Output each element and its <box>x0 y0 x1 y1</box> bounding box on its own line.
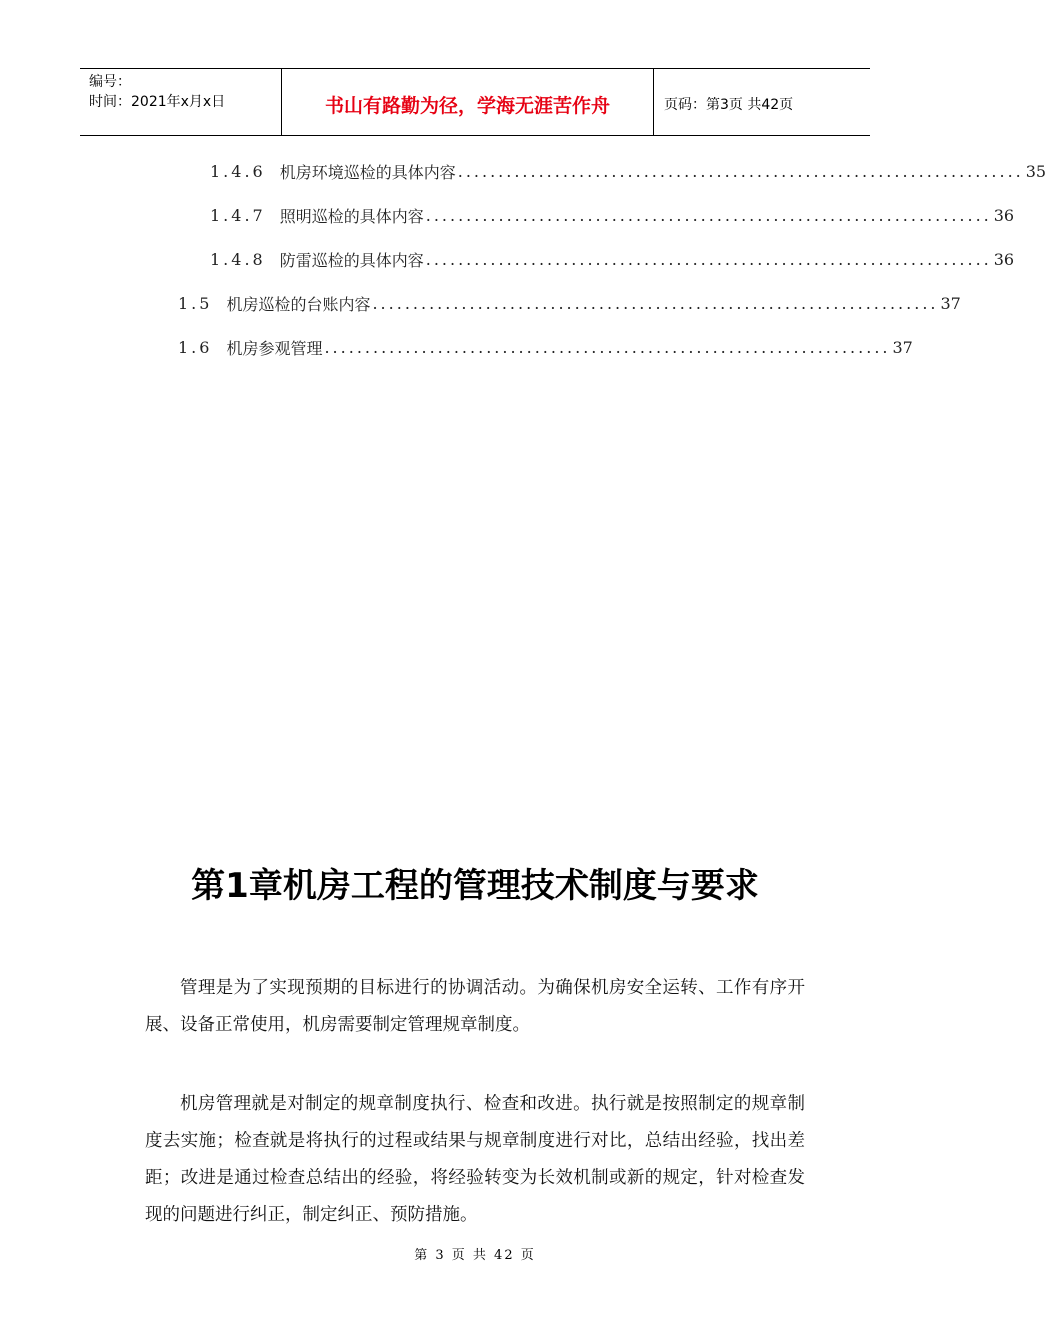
toc-entry[interactable] <box>178 332 913 362</box>
toc-number: 1.6 <box>178 337 213 357</box>
number-label: 编号： <box>89 74 131 90</box>
toc-page: 37 <box>940 293 961 313</box>
toc-title: 机房参观管理 <box>226 338 323 358</box>
page-header <box>80 68 870 136</box>
toc-leader: ...................................................................... <box>425 249 992 269</box>
header-motto: 书山有路勤为径，学海无涯苦作舟 <box>282 69 654 135</box>
toc-title: 机房巡检的台账内容 <box>226 294 371 314</box>
toc-page: 35 <box>1025 161 1046 181</box>
toc-leader: ...................................................................... <box>457 161 1024 181</box>
toc-page: 36 <box>993 205 1015 225</box>
toc-page: 36 <box>993 249 1015 269</box>
toc-number: 1.4.8 <box>210 249 266 269</box>
toc-entry[interactable] <box>178 288 961 318</box>
toc-leader: ...................................................................... <box>372 293 939 313</box>
toc-number: 1.5 <box>178 293 213 313</box>
header-meta <box>80 69 282 135</box>
toc-title: 照明巡检的具体内容 <box>279 206 424 226</box>
time-label: 时间：2021年x月x日 <box>89 94 226 110</box>
toc-leader: ...................................................................... <box>425 205 992 225</box>
toc-entry[interactable] <box>210 156 1046 186</box>
toc-leader: ...................................................................... <box>324 337 891 357</box>
toc-entry[interactable] <box>210 200 1015 230</box>
toc-title: 防雷巡检的具体内容 <box>279 250 424 270</box>
toc-title: 机房环境巡检的具体内容 <box>279 162 456 182</box>
body-paragraph: 机房管理就是对制定的规章制度执行、检查和改进。执行就是按照制定的规章制度去实施；检查就是将执行的过程或结果与规章制度进行对比，总结出经验，找出差距；改进是通过检查总结出的经验，将经验转变为长效机制或新的规定，针对检查发现的问题进行纠正，制定纠正、预防措施。 <box>145 1094 805 1225</box>
toc-entry[interactable] <box>210 244 1015 274</box>
toc-number: 1.4.6 <box>210 161 266 181</box>
header-page-code: 页码：第3页 共42页 <box>664 97 794 113</box>
body-paragraph: 管理是为了实现预期的目标进行的协调活动。为确保机房安全运转、工作有序开展、设备正常使用，机房需要制定管理规章制度。 <box>145 978 805 1035</box>
toc-page: 37 <box>892 337 913 357</box>
chapter-title: 第1章机房工程的管理技术制度与要求 <box>191 866 759 906</box>
page-footer: 第 3 页 共 42 页 <box>414 1248 536 1263</box>
toc-number: 1.4.7 <box>210 205 266 225</box>
